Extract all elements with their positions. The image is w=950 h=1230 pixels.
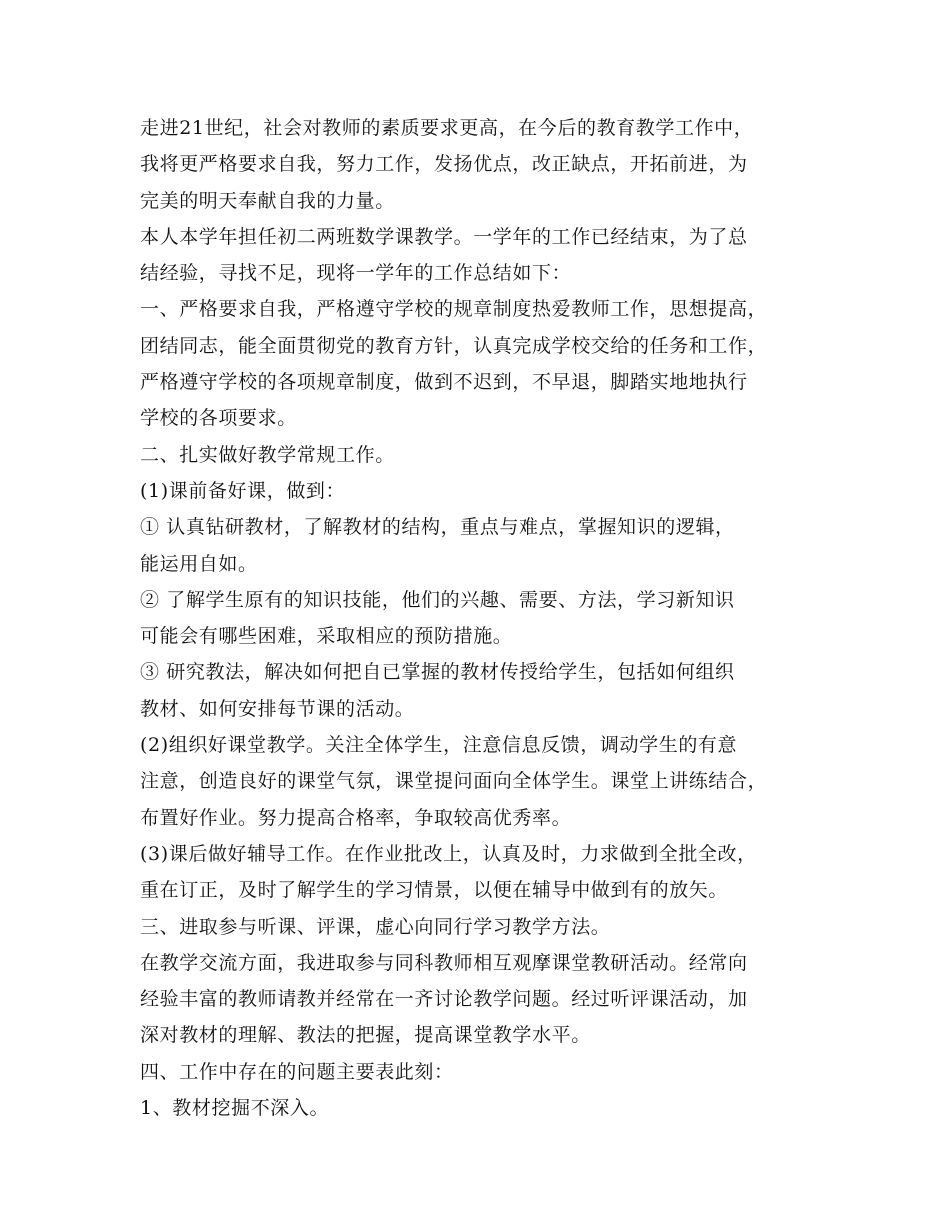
text-line: ① 认真钻研教材，了解教材的结构，重点与难点，掌握知识的逻辑， — [140, 516, 735, 539]
section-heading: 三、进取参与听课、评课，虚心向同行学习教学方法。 — [140, 915, 611, 938]
text-line: 严格遵守学校的各项规章制度，做到不迟到，不早退，脚踏实地地执行 — [140, 371, 748, 394]
text-line: 可能会有哪些困难，采取相应的预防措施。 — [140, 625, 513, 648]
section-heading: 四、工作中存在的问题主要表此刻： — [140, 1060, 454, 1083]
text-line: 在教学交流方面，我进取参与同科教师相互观摩课堂教研活动。经常向 — [140, 951, 748, 974]
text-line: 走进21世纪，社会对教师的素质要求更高，在今后的教育教学工作中， — [140, 117, 754, 139]
text-line: 团结同志，能全面贯彻党的教育方针，认真完成学校交给的任务和工作， — [140, 334, 768, 357]
text-line: ③ 研究教法，解决如何把自已掌握的教材传授给学生，包括如何组织 — [140, 661, 735, 684]
document-body — [140, 110, 830, 1126]
text-line: 布置好作业。努力提高合格率，争取较高优秀率。 — [140, 806, 572, 829]
text-line: 经验丰富的教师请教并经常在一齐讨论教学问题。经过听评课活动，加 — [140, 988, 748, 1011]
text-line: 重在订正，及时了解学生的学习情景，以便在辅导中做到有的放矢。 — [140, 879, 729, 902]
text-line: 本人本学年担任初二两班数学课教学。一学年的工作已经结束，为了总 — [140, 225, 748, 248]
text-line: (2)组织好课堂教学。关注全体学生，注意信息反馈，调动学生的有意 — [140, 734, 738, 757]
text-line: (1)课前备好课，做到： — [140, 479, 346, 502]
text-line: 能运用自如。 — [140, 552, 258, 575]
text-line: 一、严格要求自我，严格遵守学校的规章制度热爱教师工作，思想提高， — [140, 298, 768, 321]
text-line: 我将更严格要求自我，努力工作，发扬优点，改正缺点，开拓前进，为 — [140, 153, 748, 176]
text-line: 结经验，寻找不足，现将一学年的工作总结如下： — [140, 262, 572, 285]
text-line: 完美的明天奉献自我的力量。 — [140, 189, 395, 212]
text-line: ② 了解学生原有的知识技能，他们的兴趣、需要、方法，学习新知识 — [140, 588, 735, 611]
text-line: 1、教材挖掘不深入。 — [140, 1097, 330, 1120]
text-line: 教材、如何安排每节课的活动。 — [140, 697, 415, 720]
section-heading: 二、扎实做好教学常规工作。 — [140, 443, 395, 466]
text-line: (3)课后做好辅导工作。在作业批改上，认真及时，力求做到全批全改， — [140, 842, 757, 865]
text-line: 深对教材的理解、教法的把握，提高课堂教学水平。 — [140, 1024, 591, 1047]
text-line: 学校的各项要求。 — [140, 407, 297, 430]
text-line: 注意，创造良好的课堂气氛，课堂提问面向全体学生。课堂上讲练结合， — [140, 770, 768, 793]
